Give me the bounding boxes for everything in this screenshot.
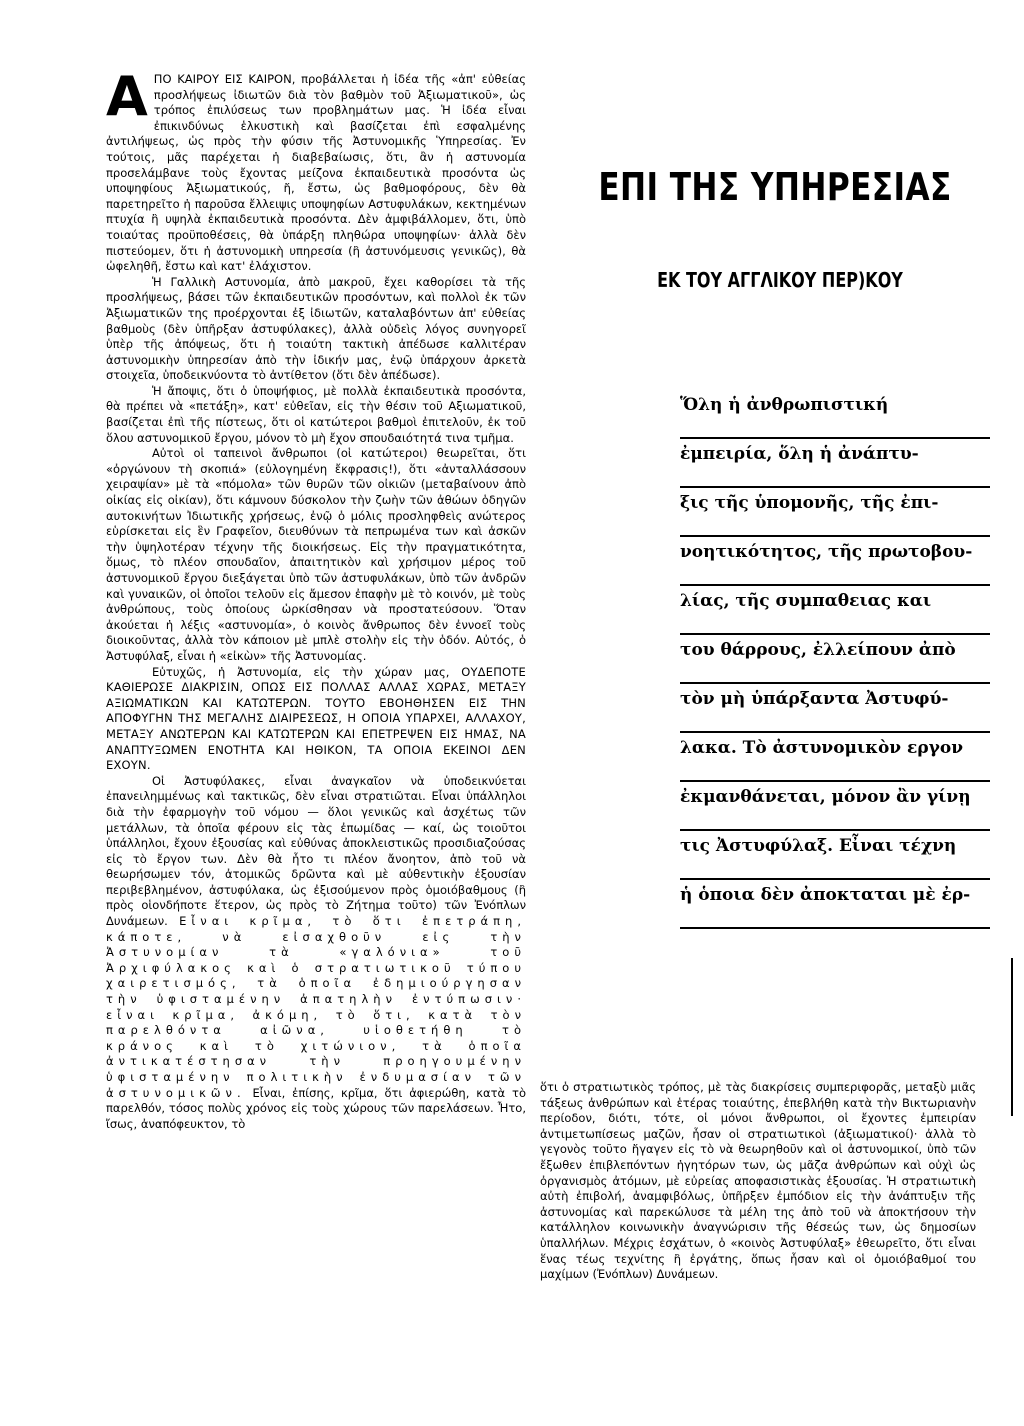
quote-line: τις Ἀστυφύλαξ. Εἶναι τέχνη (680, 831, 990, 880)
quote-line: του θάρρους, ἐλλείπουν ἀπὸ (680, 635, 990, 684)
article-paragraph-caps (106, 665, 526, 774)
quote-line: λακα. Τὸ ἀστυνομικὸν εργον (680, 733, 990, 782)
article-paragraph-2: Ἡ Γαλλικὴ Αστυνομία, ἀπὸ μακροῦ, ἔχει καθορίσει τὰ τῆς προσλήψεως, βάσει τῶν ἐκπαιδευτικῶν προσόντων, καὶ πολλοὶ ἐκ τῶν Ἀξιωματικῶν της προέρχονται ἐξ ἰδιωτῶν, καταλαβόντων ἀπ' εὐθείας βαθμοὺς (δὲν ὑπῆρξαν ἀστυφύλακες), ἀλλὰ οὐδεὶς λόγος συνηγορεῖ ὑπὲρ τῆς ἀπόψεως, ὅτι ἡ τοιαύτη τακτικὴ ἀπέδωσε καλλιτέραν ἀστυνομικὴν ὑπηρεσίαν ἀπὸ τὴν ἰδικήν μας, ἐνῷ ὑπάρχουν ἀρκετὰ στοιχεῖα, ὑποδεικνύοντα τὸ ἀντίθετον (ὅτι δὲν ἀπέδωσε). (106, 274, 526, 383)
last-paragraph-start: Οἱ Ἀστυφύλακες, εἶναι ἀναγκαῖον νὰ ὑποδεικνύεται ἐπανειλημμένως καὶ τακτικῶς, δὲν εἶναι στρατιῶται. Εἶναι ὑπάλληλοι διὰ τὴν ἐφαρμογὴν τοῦ νόμου — ὅλοι γενικῶς καὶ ἀσχέτως τῶν μετάλλων, τὰ ὁποῖα φέρουν εἰς τὰς ἐπωμίδας — καί, ὡς τοιοῦτοι ὑπάλληλοι, ἔχουν ἐξουσίας καὶ εὐθύνας ἀποκλειστικῶς προσιδιαζούσας εἰς τὸ ἔργον των. Δὲν θὰ ἦτο τι πλέον ἄνοητον, ἀπὸ τοῦ νὰ θεωρήσωμεν τόν, ἀτομικῶς δρῶντα καὶ μὲ αὐθεντικὴν ἐξουσίαν περιβεβλημένον, ἀστυφύλακα, ὡς ἐξισούμενον πρὸς ὁμοιόβαθμους (ἢ πρὸς οἱονδήποτε ἕτερον, ὡς πρὸς τὸ Ζήτημα τοῦτο) τῶν Ἐνόπλων Δυνάμεων. (106, 773, 526, 929)
article-paragraph-4: Αὐτοὶ οἱ ταπεινοὶ ἄνθρωποι (οἱ κατώτεροι) θεωρεῖται, ὅτι «ὀργώνουν τὴ σκοπιά» (εὐλογημένη ἔκφρασις!), ὅτι «ἀνταλλάσσουν χειραψίαν» μὲ τὰ «πόμολα» τῶν θυρῶν τῶν οἰκιῶν (μεταβαίνουν ἀπὸ οἰκίας εἰς οἰκίαν), ὅτι κάμνουν δύσκολον τὴν ζωὴν τῶν ἀθώων ὁδηγῶν αυτοκινήτων Ἰδιωτικῆς χρήσεως, ἐνῷ ὁ μόλις προσληφθεὶς ανώτερος εὑρίσκεται εἰς ἓν Γραφεῖον, διευθύνων τὰ πεπρωμένα των καὶ ἀσκῶν τὴν ὑψηλοτέραν τέχνην τῆς διοικήσεως. Εἰς τὴν πραγματικότητα, ὅμως, τὸ πλέον σπουδαῖον, ἀπαιτητικὸν καὶ χρήσιμον μέρος τοῦ ἀστυνομικοῦ ἔργου διεξάγεται ὑπὸ τῶν ἀστυφυλάκων, ὑπὸ τῶν ἀνδρῶν καὶ γυναικῶν, οἱ ὁποῖοι τελοῦν εἰς ἄμεσον ἐπαφὴν μὲ τὸ κοινόν, μὲ τοὺς ἀνθρώπους, τοὺς ὁποίους ὡρκίσθησαν νὰ προστατεύσουν. Ὅταν ἀκούεται ἡ λέξις «αστυνομία», ὁ κοινὸς ἄνθρωπος δὲν ἐννοεῖ τοὺς διοικοῦντας, ἀλλὰ τὸν κάποιον μὲ μπλὲ στολὴν εἰς τὴν ὁδόν. Αὐτός, ὁ Ἀστυφύλαξ, εἶναι ἡ «εἰκὼν» τῆς Ἀστυνομίας. (106, 446, 526, 663)
article-paragraph-last (106, 774, 526, 1133)
quote-line: λίας, τῆς συμπαθειας και (680, 586, 990, 635)
quote-line: ξις τῆς ὑπομονῆς, τῆς ἐπι- (680, 488, 990, 537)
main-article-column (106, 65, 526, 1132)
quote-line: νοητικότητος, τῆς πρωτοβου- (680, 537, 990, 586)
quote-line: ἡ ὁποια δὲν ἀποκταται μὲ ἐρ- (680, 880, 990, 929)
drop-cap: Α (106, 65, 148, 128)
side-rule-divider (1011, 958, 1013, 1116)
paragraph-text: ΠΟ ΚΑΙΡΟΥ ΕΙΣ ΚΑΙΡΟΝ, προβάλλεται ἡ ἰδέα τῆς «ἀπ' εὐθείας προσλήψεως ἰδιωτῶν διὰ τὸν βαθμὸν τοῦ Ἀξιωματικοῦ», ὡς τρόπος ἐπιλύσεως των προβλημάτων μας. Ἡ ἰδέα εἶναι ἐπικινδύνως ἑλκυστικὴ καὶ βασίζεται ἐπὶ εσφαλμένης ἀντιλήψεως, ὡς πρὸς τὴν φύσιν τῆς Ἀστυνομικῆς Ὑπηρεσίας. Ἐν τούτοις, μᾶς παρέχεται ἡ διαβεβαίωσις, ὅτι, ἂν ἡ αστυνομία προσελάμβανε τοὺς ἔχοντας μείζονα ἐκπαιδευτικὰ προσόντα ὡς υποψηφίους Ἀξιωματικούς, ἤ, ἔστω, ὡς βαθμοφόρους, δὲν θὰ παρετηρεῖτο ἡ παροῦσα ἔλλειψις υποψηφίων Αστυφυλάκων, κεκτημένων πτυχία ἢ υψηλὰ ἐκπαιδευτικὰ προσόντα. Δὲν ἀμφιβάλλομεν, ὅτι, ὑπὸ τοιαύτας προϋποθέσεις, θὰ ὑπάρξη πληθώρα υποψηφίων· ἀλλὰ δὲν πιστεύομεν, ὅτι ἡ ἀστυνομικὴ υπηρεσία (ἢ ἀστυνόμευσις γενικῶς), θὰ ὠφεληθῆ, ἔστω καὶ κατ' ἐλάχιστον. (106, 72, 526, 274)
caps-paragraph-lead: Εὐτυχῶς, ἡ Ἀστυνομία, εἰς τὴν χώραν μας, (152, 664, 450, 679)
quote-line: Ὅλη ἡ ἀνθρωπιστική (680, 390, 990, 439)
quote-line: ἐμπειρία, ὅλη ἡ ἀνάπτυ- (680, 439, 990, 488)
spaced-emphasis-text: Εἶναι κρῖμα, τὸ ὅτι ἐπετράπη, κάποτε, νὰ εἰσαχθοῦν εἰς τὴν Ἀστυνομίαν τὰ «γαλόνια» τοῦ Ἀρχιφύλακος καὶ ὁ στρατιωτικοῦ τύπου χαιρετισμός, τὰ ὁποῖα ἐδημιούργησαν τὴν ὑφισταμένην ἀπατηλὴν ἐντύπωσιν· εἶναι κρῖμα, ἀκόμη, τὸ ὅτι, κατὰ τὸν παρελθόντα αἰῶνα, υἱοθετήθη τὸ κράνος καὶ τὸ χιτώνιον, τὰ ὁποῖα ἀντικατέστησαν τὴν προηγουμένην ὑφισταμένην πολιτικὴν ἐνδυμασίαν τῶν ἀστυνομικῶν. (106, 914, 526, 1100)
quote-line: ἐκμανθάνεται, μόνον ἂν γίνῃ (680, 782, 990, 831)
section-title: ΕΠΙ ΤΗΣ ΥΠΗΡΕΣΙΑΣ (598, 165, 952, 209)
continuation-column: ὅτι ὁ στρατιωτικὸς τρόπος, μὲ τὰς διακρίσεις συμπεριφορᾶς, μεταξὺ μιᾶς τάξεως ἀνθρώπων καὶ ἑτέρας τοιαύτης, ἐπεβλήθη κατὰ τὴν Βικτωριανὴν περίοδον, διότι, τότε, οἱ μόνοι ἄνθρωποι, οἱ ἔχοντες ἐμπειρίαν ἀντιμετωπίσεως μαζῶν, ἦσαν οἱ στρατιωτικοὶ (ἀξιωματικοί)· ἀλλὰ τὸ γεγονὸς τοῦτο ἤγαγεν εἰς τὸ νὰ θεωρηθοῦν καὶ οἱ ἀστυνομικοί, ὑπὸ τῶν ἔξωθεν ἐπιβλεπόντων ἡγητόρων των, ὡς μᾶζα ἀνθρώπων καὶ οὐχὶ ὡς ὀργανισμὸς ἀτόμων, μὲ εὐρείας αποφασιστικὰς ἐξουσίας. Ἡ στρατιωτικὴ αὐτὴ ἐπιβολή, ἀναμφιβόλως, ὑπῆρξεν ἐμπόδιον εἰς τὴν ἀνάπτυξιν τῆς ἀστυνομίας καὶ παρεκώλυσε τὰ μέλη της ἀπὸ τοῦ νὰ ἀποκτήσουν τὴν κατάλληλον κοινωνικὴν ἀναγνώρισιν τῆς θέσεώς των, ὡς δημοσίων ὑπαλλήλων. Μέχρις ἐσχάτων, ὁ «κοινὸς Ἀστυφύλαξ» ἐθεωρεῖτο, ὅτι εἶναι ἕνας τέως τεχνίτης ἢ ἐργάτης, ὅπως ἦσαν καὶ οἱ ὁμοιόβαθμοί του μαχίμων (Ἐνόπλων) Δυνάμεων. (540, 1080, 976, 1282)
article-paragraph-3: Ἡ ἄποψις, ὅτι ὁ ὑποψήφιος, μὲ πολλὰ ἐκπαιδευτικὰ προσόντα, θὰ πρέπει νὰ «πετάξη», κατ' εὐθεῖαν, εἰς τὴν θέσιν τοῦ Αξιωματικοῦ, βασίζεται ἐπὶ τῆς πίστεως, ὅτι οἱ κατώτεροι βαθμοὶ ἐπιτελοῦν, ἐκ τοῦ ὅλου αστυνομικοῦ ἔργου, μόνον τὸ μὴ ἔχον σπουδαιότητά τινα τμῆμα. (106, 383, 526, 445)
section-subtitle: ΕΚ ΤΟΥ ΑΓΓΛΙΚΟΥ ΠΕΡ)ΚΟΥ (657, 268, 903, 292)
closing-text: Εἶναι, ἐπίσης, κρῖμα, ὅτι ἀφιερώθη, κατὰ τὸ παρελθόν, τόσος πολὺς χρόνος εἰς τοὺς χώρους τῶν παρελάσεων. Ἦτο, ἴσως, ἀναπόφευκτον, τὸ (106, 1085, 526, 1131)
caps-paragraph-body: ΟΥΔΕΠΟΤΕ ΚΑΘΙΕΡΩΣΕ ΔΙΑΚΡΙΣΙΝ, ΟΠΩΣ ΕΙΣ ΠΟΛΛΑΣ ΑΛΛΑΣ ΧΩΡΑΣ, ΜΕΤΑΞΥ ΑΞΙΩΜΑΤΙΚΩΝ ΚΑΙ ΚΑΤΩΤΕΡΩΝ. ΤΟΥΤΟ ΕΒΟΗΘΗΣΕΝ ΕΙΣ ΤΗΝ ΑΠΟΦΥΓΗΝ ΤΗΣ ΜΕΓΑΛΗΣ ΔΙΑΙΡΕΣΕΩΣ, Η ΟΠΟΙΑ ΥΠΑΡΧΕΙ, ΑΛΛΑΧΟΥ, ΜΕΤΑΞΥ ΑΝΩΤΕΡΩΝ ΚΑΙ ΚΑΤΩΤΕΡΩΝ ΚΑΙ ΕΠΕΤΡΕΨΕΝ ΕΙΣ ΗΜΑΣ, ΝΑ ΑΝΑΠΤΥΞΩΜΕΝ ΕΝΟΤΗΤΑ ΚΑΙ ΗΘΙΚΟΝ, ΤΑ ΟΠΟΙΑ ΕΚΕΙΝΟΙ ΔΕΝ ΕΧΟΥΝ. (106, 664, 526, 773)
quote-line: τὸν μὴ ὑπάρξαντα Ἀστυφύ- (680, 684, 990, 733)
pull-quote (680, 390, 990, 929)
article-paragraph-1 (106, 65, 526, 275)
